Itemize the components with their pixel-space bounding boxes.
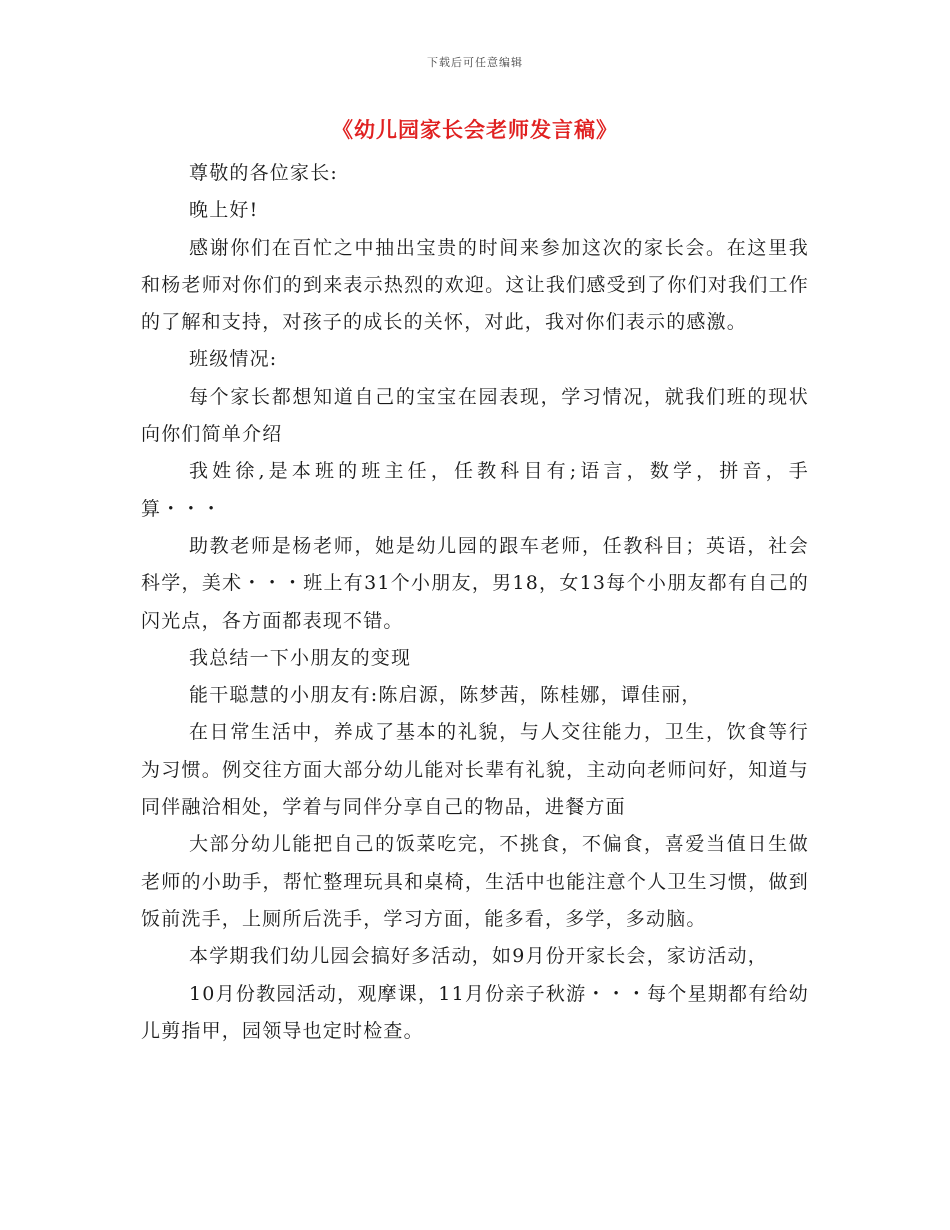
document-title: 《幼儿园家长会老师发言稿》 (332, 117, 618, 142)
document-body (141, 155, 809, 1050)
paragraph-daily-life: 在日常生活中，养成了基本的礼貌，与人交往能力，卫生，饮食等行为习惯。例交往方面大部分幼儿能对长辈有礼貌，主动向老师问好，知道与同伴融洽相处，学着与同伴分享自己的物品，进餐方面 (141, 721, 809, 819)
paragraph-salutation: 晚上好! (189, 199, 259, 222)
paragraph-meals-learning: 大部分幼儿能把自己的饭菜吃完，不挑食，不偏食，喜爱当值日生做老师的小助手，帮忙整理玩具和桌椅，生活中也能注意个人卫生习惯，做到饭前洗手，上厕所后洗手，学习方面，能多看，多学，多动脑。 (141, 833, 809, 930)
paragraph-greeting: 尊敬的各位家长: (189, 162, 339, 184)
paragraph-assistant-teacher: 助教老师是杨老师，她是幼儿园的跟车老师，任教科目；英语，社会科学，美术・・・班上有31个小朋友，男18，女13每个小朋友都有自己的闪光点，各方面都表现不错。 (141, 534, 809, 632)
paragraph-thanks: 感谢你们在百忙之中抽出宝贵的时间来参加这次的家长会。在这里我和杨老师对你们的到来表示热烈的欢迎。这让我们感受到了你们对我们工作的了解和支持，对孩子的成长的关怀，对此，我对你们表示的感激。 (141, 236, 809, 334)
paragraph-capable-children: 能干聪慧的小朋友有:陈启源，陈梦茜，陈桂娜，谭佳丽， (189, 684, 702, 707)
paragraph-class-heading: 班级情况: (189, 348, 278, 371)
page-header-note: 下载后可任意编辑 (427, 56, 523, 69)
paragraph-schedule: 10月份教园活动，观摩课，11月份亲子秋游・・・每个星期都有给幼儿剪指甲，园领导也定时检查。 (141, 982, 809, 1042)
paragraph-summary-heading: 我总结一下小朋友的变现 (189, 646, 412, 669)
paragraph-class-intro: 每个家长都想知道自己的宝宝在园表现，学习情况，就我们班的现状向你们简单介绍 (141, 385, 809, 446)
paragraph-head-teacher: 我姓徐,是本班的班主任，任教科目有;语言，数学，拼音，手算・・・ (141, 460, 809, 520)
paragraph-activities: 本学期我们幼儿园会搞好多活动，如9月份开家长会，家访活动， (189, 945, 768, 968)
